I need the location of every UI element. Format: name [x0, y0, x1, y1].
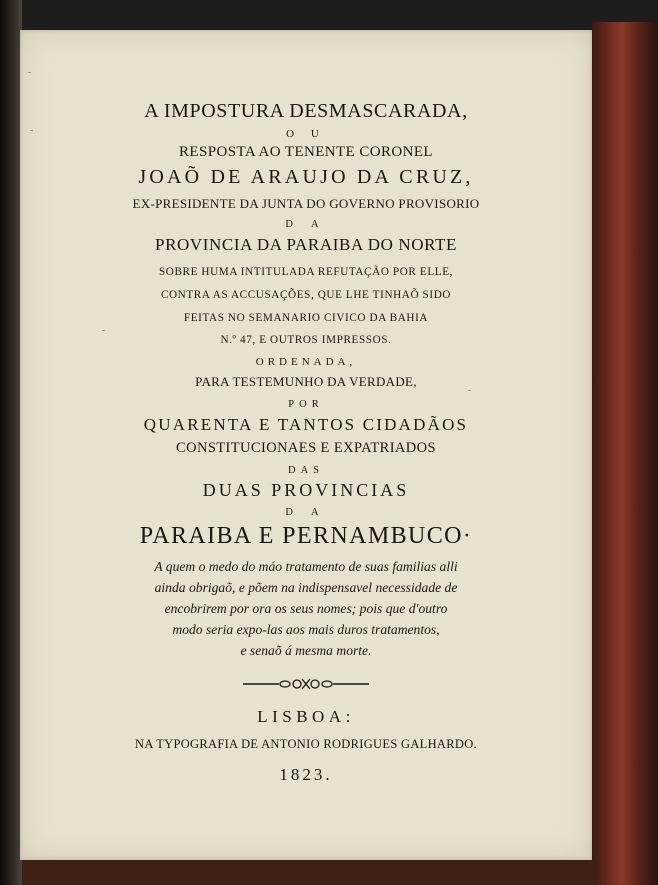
subtitle-ou: O U — [286, 128, 326, 140]
province-line: PROVINCIA DA PARAIBA DO NORTE — [155, 235, 457, 254]
paragraph-line: encobrirem por ora os seus nomes; pois que d'outro — [164, 601, 448, 616]
subject-line-3: FEITAS NO SEMANARIO CIVICO DA BAHIA — [183, 312, 429, 324]
subtitle-resposta: RESPOSTA AO TENENTE CORONEL — [179, 144, 433, 160]
paper-speck — [468, 390, 471, 391]
paragraph-line: modo seria expo-las aos mais duros tratamentos, — [172, 622, 440, 637]
paper-speck — [102, 330, 105, 331]
publication-year: 1823. — [279, 765, 333, 784]
place-of-publication: LISBOA: — [257, 707, 355, 726]
testemunho-line: PARA TESTEMUNHO DA VERDADE, — [195, 374, 417, 389]
paper-speck — [28, 72, 31, 73]
person-title: EX-PRESIDENTE DA JUNTA DO GOVERNO PROVISORIO — [132, 196, 480, 211]
ornament-divider-icon — [241, 675, 371, 693]
authors-line-1: QUARENTA E TANTOS CIDADÃOS — [143, 415, 469, 434]
connector-das: DAS — [287, 465, 324, 476]
right-binding — [592, 22, 658, 885]
paper-speck — [30, 130, 33, 131]
person-name: JOAÕ DE ARAUJO DA CRUZ, — [138, 166, 474, 188]
connector-da-2: D A — [285, 507, 327, 518]
authors-line-2: CONSTITUCIONAES E EXPATRIADOS — [176, 440, 436, 456]
title-page — [20, 30, 592, 860]
bottom-edge — [22, 858, 597, 885]
connector-por: POR — [288, 399, 324, 410]
subject-line-2: CONTRA AS ACCUSAÇÕES, QUE LHE TINHAÕ SIDO — [160, 289, 452, 301]
paragraph-line: ainda obrigaõ, e põem na indispensavel necessidade de — [154, 580, 458, 595]
subject-line-4: N.º 47, E OUTROS IMPRESSOS. — [220, 334, 392, 346]
provinces-names: PARAIBA E PERNAMBUCO· — [139, 523, 473, 549]
connector-da: D A — [285, 219, 327, 230]
subject-line-1: SOBRE HUMA INTITULADA REFUTAÇÃO POR ELLE, — [158, 266, 454, 278]
ordenada-line: ORDENADA, — [255, 356, 357, 368]
paragraph-line: e senaõ á mesma morte. — [240, 643, 372, 658]
printer-line: NA TYPOGRAFIA DE ANTONIO RODRIGUES GALHARDO. — [135, 737, 477, 751]
book-title: A IMPOSTURA DESMASCARADA, — [144, 100, 468, 122]
left-binding — [0, 0, 22, 885]
paragraph-line: A quem o medo do máo tratamento de suas familias alli — [154, 559, 458, 574]
provinces-line: DUAS PROVINCIAS — [202, 480, 410, 500]
